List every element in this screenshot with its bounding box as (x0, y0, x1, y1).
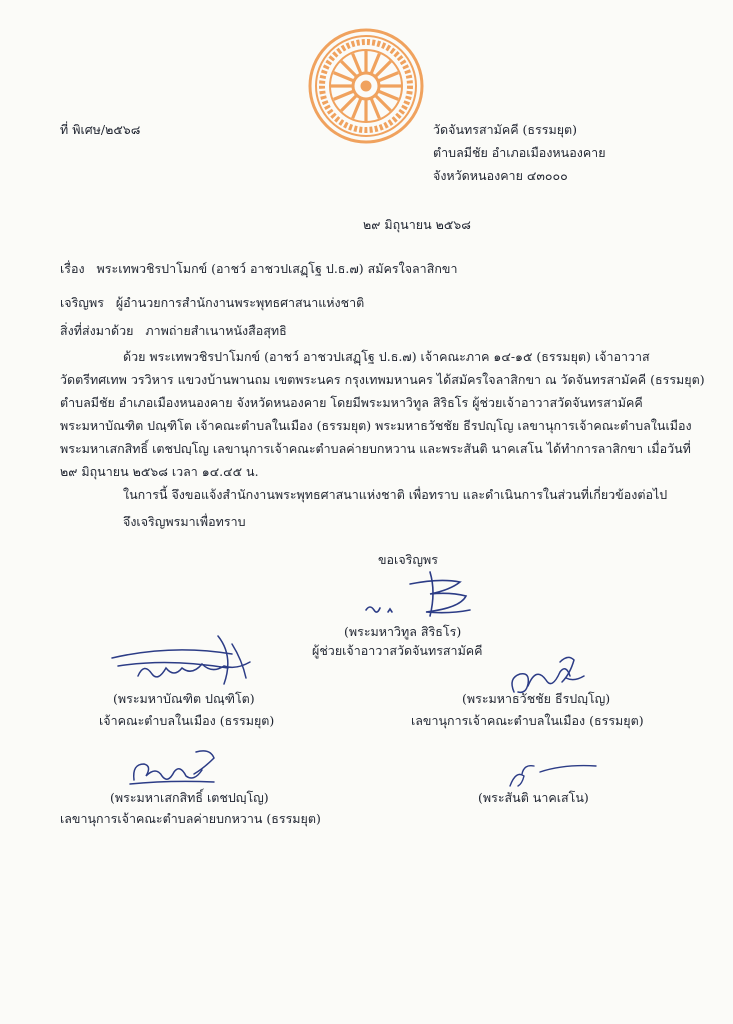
wheel-spoke (376, 96, 391, 111)
signatory-name: (พระสันติ นาคเสโน) (478, 790, 589, 805)
wheel-spoke (341, 96, 356, 111)
recipient-line (60, 294, 364, 312)
reference-number: ที่ พิเศษ/๒๕๖๘ (60, 122, 141, 137)
signatory-position: เลขานุการเจ้าคณะตำบลในเมือง (ธรรมยุต) (411, 713, 644, 728)
wheel-spoke (376, 61, 391, 76)
wheel-spoke (353, 54, 361, 73)
wheel-spoke (334, 91, 353, 99)
body-line: วัดตรีทศเทพ วรวิหาร แขวงบ้านพานถม เขตพระนคร กรุงเทพมหานคร ได้สมัครใจลาสิกขา ณ วัดจันทรสามัคคี (ธรรมยุต) (60, 372, 705, 387)
subject-label: เรื่อง (60, 261, 85, 276)
body-line: ๒๙ มิถุนายน ๒๕๖๘ เวลา ๑๔.๔๕ น. (60, 464, 259, 479)
enclosure-line (60, 322, 287, 340)
signatory-name: (พระมหาบัณฑิต ปณฺฑิโต) (113, 691, 255, 706)
address-line: จังหวัดหนองคาย ๔๓๐๐๐ (433, 168, 568, 183)
dharma-wheel-seal-icon (306, 26, 426, 146)
subject-line (60, 260, 457, 278)
signatory-position: เลขานุการเจ้าคณะตำบลค่ายบกหวาน (ธรรมยุต) (60, 811, 321, 826)
signature-image (108, 628, 268, 690)
wheel-spoke (371, 99, 379, 118)
enclosure-label: สิ่งที่ส่งมาด้วย (60, 323, 134, 338)
paragraph-notification: ในการนี้ จึงขอแจ้งสำนักงานพระพุทธศาสนาแห่งชาติ เพื่อทราบ และดำเนินการในส่วนที่เกี่ยวข้องต่อไป (123, 487, 668, 502)
paragraph-closing-remark: จึงเจริญพรมาเพื่อทราบ (123, 514, 246, 529)
sender-address (433, 121, 606, 190)
body-line: ด้วย พระเทพวชิรปาโมกข์ (อาชว์ อาชวปเสฏฺโฐ ป.ธ.๗) เจ้าคณะภาค ๑๔-๑๕ (ธรรมยุต) เจ้าอาวาส (123, 349, 650, 364)
signature-image (126, 744, 226, 792)
wheel-spoke (334, 73, 353, 81)
letter-body (60, 345, 705, 483)
signatory-position: ผู้ช่วยเจ้าอาวาสวัดจันทรสามัคคี (312, 643, 483, 658)
signatory-name: (พระมหาธวัชชัย ธีรปญฺโญ) (462, 691, 611, 706)
wheel-spoke (371, 54, 379, 73)
body-line: พระมหาเสกสิทธิ์ เตชปญฺโญ เลขานุการเจ้าคณะตำบลค่ายบกหวาน และพระสันติ นาคเสโน ได้ทำการลาสิกขา เมื่อวันที่ (60, 441, 691, 456)
signatory-name: (พระมหาวิทูล สิริธโร) (344, 624, 462, 639)
closing-salutation: ขอเจริญพร (378, 552, 438, 567)
recipient-text: ผู้อำนวยการสำนักงานพระพุทธศาสนาแห่งชาติ (115, 295, 365, 310)
address-line: ตำบลมีชัย อำเภอเมืองหนองคาย (433, 145, 606, 160)
wheel-spoke (379, 91, 398, 99)
signatory-name: (พระมหาเสกสิทธิ์ เตชปญฺโญ) (110, 790, 269, 805)
wheel-spoke (379, 73, 398, 81)
signature-image (360, 566, 490, 624)
signatory-position: เจ้าคณะตำบลในเมือง (ธรรมยุต) (99, 713, 275, 728)
enclosure-text: ภาพถ่ายสำเนาหนังสือสุทธิ (145, 323, 287, 338)
wheel-spoke (341, 61, 356, 76)
letter-date: ๒๙ มิถุนายน ๒๕๖๘ (363, 217, 471, 232)
body-line: ตำบลมีชัย อำเภอเมืองหนองคาย จังหวัดหนองคาย โดยมีพระมหาวิทูล สิริธโร ผู้ช่วยเจ้าอาวาสวัดจันทรสามัคคี (60, 395, 643, 410)
wheel-spoke (353, 99, 361, 118)
address-line: วัดจันทรสามัคคี (ธรรมยุต) (433, 122, 578, 137)
recipient-label: เจริญพร (60, 295, 104, 310)
subject-text: พระเทพวชิรปาโมกข์ (อาชว์ อาชวปเสฏฺโฐ ป.ธ.๗) สมัครใจลาสิกขา (96, 261, 458, 276)
body-line: พระมหาบัณฑิต ปณฺฑิโต เจ้าคณะตำบลในเมือง (ธรรมยุต) พระมหาธวัชชัย ธีรปญฺโญ เลขานุการเจ้าคณะตำบลในเมือง (60, 418, 692, 433)
